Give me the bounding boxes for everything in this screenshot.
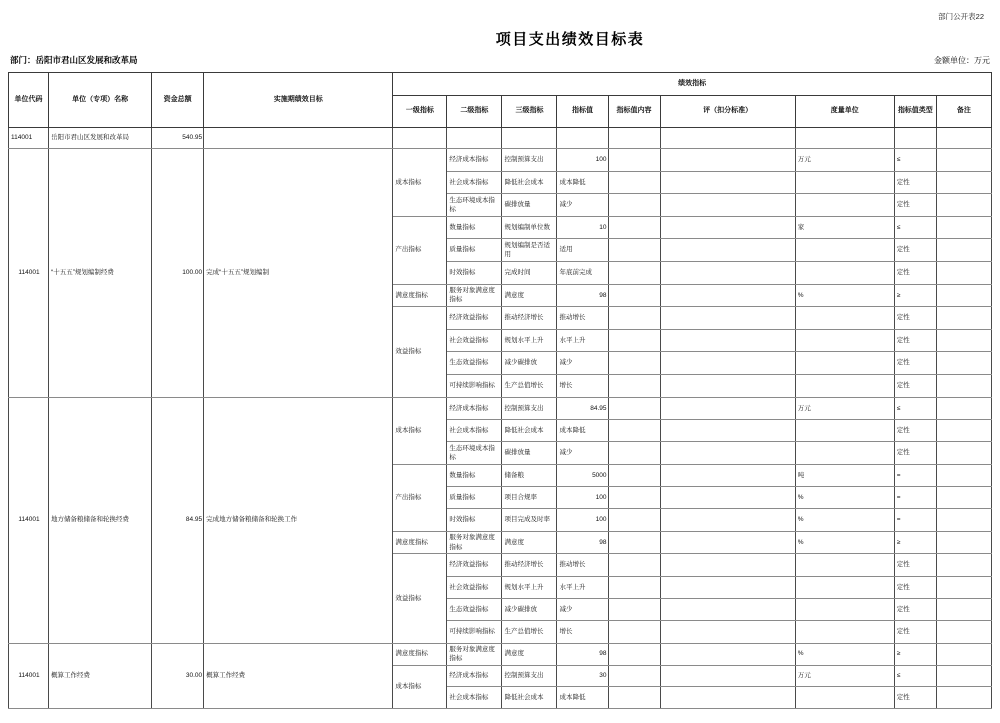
table-cell: 年底前完成 xyxy=(557,261,608,284)
col-header-remarks: 备注 xyxy=(936,96,991,128)
table-cell: 万元 xyxy=(795,397,894,419)
table-cell xyxy=(660,307,795,330)
table-cell xyxy=(795,261,894,284)
level1-indicator-cell: 效益指标 xyxy=(393,307,447,397)
table-cell: 定性 xyxy=(894,576,936,598)
table-cell xyxy=(393,128,447,149)
table-cell xyxy=(795,687,894,709)
table-cell xyxy=(660,554,795,576)
table-cell xyxy=(608,216,660,239)
table-row xyxy=(9,73,992,96)
table-cell xyxy=(795,128,894,149)
table-cell xyxy=(936,487,991,509)
table-cell: 项目合规率 xyxy=(502,487,557,509)
table-cell: 经济成本指标 xyxy=(447,665,502,687)
table-cell xyxy=(936,194,991,217)
table-cell: ≥ xyxy=(894,284,936,307)
corner-note: 部门公开表22 xyxy=(938,12,984,21)
table-cell xyxy=(936,509,991,531)
table-cell xyxy=(660,171,795,194)
table-cell xyxy=(660,599,795,621)
col-header-indicator-value: 指标值 xyxy=(557,96,608,128)
table-cell xyxy=(936,599,991,621)
unit-code-cell: 114001 xyxy=(9,149,49,398)
table-cell: 定性 xyxy=(894,307,936,330)
table-cell: 定性 xyxy=(894,194,936,217)
table-cell: 满意度 xyxy=(502,643,557,665)
table-cell xyxy=(936,442,991,464)
table-cell xyxy=(557,128,608,149)
table-cell: ≥ xyxy=(894,643,936,665)
table-cell: 84.95 xyxy=(557,397,608,419)
table-cell xyxy=(660,531,795,553)
table-cell: 万元 xyxy=(795,149,894,172)
table-cell: 满意度 xyxy=(502,284,557,307)
table-row xyxy=(9,643,992,665)
table-cell: 项目完成及时率 xyxy=(502,509,557,531)
table-cell: 生态环境成本指标 xyxy=(447,194,502,217)
table-cell: ≤ xyxy=(894,665,936,687)
table-cell xyxy=(660,464,795,486)
table-cell: 经济效益指标 xyxy=(447,554,502,576)
table-cell: 5000 xyxy=(557,464,608,486)
table-cell: ≤ xyxy=(894,216,936,239)
table-cell xyxy=(608,531,660,553)
table-cell xyxy=(936,397,991,419)
table-cell xyxy=(936,284,991,307)
table-cell xyxy=(608,576,660,598)
table-cell: 家 xyxy=(795,216,894,239)
col-header-level3: 三级指标 xyxy=(502,96,557,128)
table-cell xyxy=(660,261,795,284)
table-cell: 定性 xyxy=(894,687,936,709)
table-cell xyxy=(660,239,795,262)
table-cell: 98 xyxy=(557,531,608,553)
table-cell xyxy=(936,621,991,643)
table-cell: 减少 xyxy=(557,194,608,217)
table-cell: 30 xyxy=(557,665,608,687)
level1-indicator-cell: 产出指标 xyxy=(393,464,447,531)
table-cell: 推动经济增长 xyxy=(502,307,557,330)
table-cell: 生产总值增长 xyxy=(502,621,557,643)
table-cell: 100 xyxy=(557,509,608,531)
project-name-cell: “十五五”规划编制经费 xyxy=(49,149,152,398)
table-cell xyxy=(608,621,660,643)
level1-indicator-cell: 满意度指标 xyxy=(393,643,447,665)
table-cell xyxy=(795,621,894,643)
fund-total-cell: 84.95 xyxy=(152,397,204,643)
table-cell xyxy=(936,374,991,397)
level1-indicator-cell: 成本指标 xyxy=(393,149,447,217)
table-cell xyxy=(660,621,795,643)
table-cell: 服务对象满意度指标 xyxy=(447,284,502,307)
table-cell xyxy=(204,128,393,149)
table-cell xyxy=(608,171,660,194)
table-cell: ≤ xyxy=(894,397,936,419)
col-header-performance-indicators: 绩效指标 xyxy=(393,73,992,96)
table-cell xyxy=(660,216,795,239)
project-name-cell: 概算工作经费 xyxy=(49,643,152,708)
period-goal-cell: 概算工作经费 xyxy=(204,643,393,708)
table-cell xyxy=(660,397,795,419)
table-cell xyxy=(936,576,991,598)
unit-code-cell: 114001 xyxy=(9,643,49,708)
table-cell: 社会成本指标 xyxy=(447,419,502,441)
table-cell: % xyxy=(795,487,894,509)
table-cell: 100 xyxy=(557,149,608,172)
table-cell: 98 xyxy=(557,284,608,307)
table-cell: 可持续影响指标 xyxy=(447,374,502,397)
table-cell xyxy=(608,149,660,172)
table-cell xyxy=(936,307,991,330)
table-cell xyxy=(502,128,557,149)
table-cell xyxy=(660,352,795,375)
table-cell: 10 xyxy=(557,216,608,239)
amount-unit-label: 金额单位：万元 xyxy=(934,56,990,65)
table-cell: 降低社会成本 xyxy=(502,171,557,194)
table-cell xyxy=(660,576,795,598)
table-cell: 减少碳排放 xyxy=(502,599,557,621)
unit-name-cell: 岳阳市君山区发展和改革局 xyxy=(49,128,152,149)
table-cell: 减少 xyxy=(557,352,608,375)
table-cell xyxy=(660,643,795,665)
table-cell: 数量指标 xyxy=(447,216,502,239)
table-cell: 碳排放量 xyxy=(502,442,557,464)
table-cell: 水平上升 xyxy=(557,329,608,352)
table-cell: 社会成本指标 xyxy=(447,171,502,194)
table-cell: 增长 xyxy=(557,621,608,643)
table-cell: 满意度 xyxy=(502,531,557,553)
table-cell xyxy=(608,374,660,397)
table-cell: 减少 xyxy=(557,599,608,621)
table-cell xyxy=(936,216,991,239)
table-cell: 推动经济增长 xyxy=(502,554,557,576)
table-cell: 成本降低 xyxy=(557,687,608,709)
table-cell xyxy=(660,149,795,172)
table-cell xyxy=(608,442,660,464)
table-cell xyxy=(608,307,660,330)
table-cell xyxy=(936,531,991,553)
table-cell xyxy=(608,599,660,621)
level1-indicator-cell: 成本指标 xyxy=(393,665,447,708)
table-cell: 定性 xyxy=(894,374,936,397)
table-cell: % xyxy=(795,531,894,553)
table-cell: 可持续影响指标 xyxy=(447,621,502,643)
table-cell: 规划水平上升 xyxy=(502,329,557,352)
table-cell xyxy=(660,329,795,352)
table-cell xyxy=(795,194,894,217)
level1-indicator-cell: 满意度指标 xyxy=(393,531,447,553)
col-header-scoring-standard: 评（扣分标准） xyxy=(660,96,795,128)
table-cell xyxy=(608,643,660,665)
unit-code-cell: 114001 xyxy=(9,397,49,643)
level1-indicator-cell: 满意度指标 xyxy=(393,284,447,307)
table-cell xyxy=(660,665,795,687)
table-cell: 100 xyxy=(557,487,608,509)
table-cell xyxy=(795,419,894,441)
table-cell xyxy=(795,329,894,352)
table-cell xyxy=(795,442,894,464)
table-cell: 降低社会成本 xyxy=(502,687,557,709)
table-cell xyxy=(795,239,894,262)
table-cell: 减少 xyxy=(557,442,608,464)
table-cell xyxy=(795,171,894,194)
table-cell xyxy=(936,419,991,441)
table-cell xyxy=(936,665,991,687)
col-header-measure-unit: 度量单位 xyxy=(795,96,894,128)
fund-total-cell: 100.00 xyxy=(152,149,204,398)
col-header-unit-name: 单位（专项）名称 xyxy=(49,73,152,128)
table-cell xyxy=(608,665,660,687)
table-cell xyxy=(660,487,795,509)
level1-indicator-cell: 成本指标 xyxy=(393,397,447,464)
table-cell xyxy=(608,554,660,576)
table-cell: % xyxy=(795,643,894,665)
table-cell xyxy=(795,576,894,598)
table-cell: 社会效益指标 xyxy=(447,576,502,598)
fund-total-cell: 30.00 xyxy=(152,643,204,708)
table-cell xyxy=(936,554,991,576)
table-cell: 质量指标 xyxy=(447,239,502,262)
table-cell: = xyxy=(894,509,936,531)
fund-total-cell: 540.95 xyxy=(152,128,204,149)
table-cell: 定性 xyxy=(894,599,936,621)
table-cell xyxy=(795,599,894,621)
project-name-cell: 地方储备粮储备和轮换经费 xyxy=(49,397,152,643)
table-cell: 数量指标 xyxy=(447,464,502,486)
table-cell xyxy=(660,374,795,397)
table-cell: 完成时间 xyxy=(502,261,557,284)
table-cell xyxy=(608,487,660,509)
table-cell: 定性 xyxy=(894,329,936,352)
table-cell xyxy=(608,509,660,531)
table-cell: 推动增长 xyxy=(557,307,608,330)
col-header-value-content: 指标值内容 xyxy=(608,96,660,128)
table-cell: = xyxy=(894,464,936,486)
col-header-level2: 二级指标 xyxy=(447,96,502,128)
table-cell: 98 xyxy=(557,643,608,665)
table-cell: 定性 xyxy=(894,621,936,643)
table-cell xyxy=(447,128,502,149)
table-cell xyxy=(608,239,660,262)
table-cell xyxy=(608,128,660,149)
col-header-level1: 一级指标 xyxy=(393,96,447,128)
table-cell: 质量指标 xyxy=(447,487,502,509)
level1-indicator-cell: 产出指标 xyxy=(393,216,447,284)
table-cell: 社会效益指标 xyxy=(447,329,502,352)
table-cell: 规划编制是否适用 xyxy=(502,239,557,262)
table-cell xyxy=(608,194,660,217)
table-cell xyxy=(660,194,795,217)
table-cell: 吨 xyxy=(795,464,894,486)
table-cell xyxy=(936,464,991,486)
table-cell xyxy=(660,442,795,464)
table-cell: 成本降低 xyxy=(557,419,608,441)
table-cell: 适用 xyxy=(557,239,608,262)
table-cell xyxy=(936,171,991,194)
table-cell: 定性 xyxy=(894,419,936,441)
col-header-value-type: 指标值类型 xyxy=(894,96,936,128)
table-cell: 万元 xyxy=(795,665,894,687)
perf-table xyxy=(8,72,992,709)
table-cell: 经济效益指标 xyxy=(447,307,502,330)
table-row xyxy=(9,397,992,419)
col-header-period-goal: 实施期绩效目标 xyxy=(204,73,393,128)
table-cell: 规划编制单位数 xyxy=(502,216,557,239)
period-goal-cell: 完成“十五五”规划编制 xyxy=(204,149,393,398)
table-cell xyxy=(660,419,795,441)
table-cell: = xyxy=(894,487,936,509)
table-cell xyxy=(795,307,894,330)
table-cell: 经济成本指标 xyxy=(447,397,502,419)
table-cell: 控制预算支出 xyxy=(502,149,557,172)
table-row xyxy=(9,128,992,149)
page-title: 项目支出绩效目标表 xyxy=(495,31,645,48)
col-header-total-amount: 资金总额 xyxy=(152,73,204,128)
table-cell: 储备粮 xyxy=(502,464,557,486)
table-cell xyxy=(660,128,795,149)
col-header-unit-code: 单位代码 xyxy=(9,73,49,128)
table-cell xyxy=(608,329,660,352)
table-cell: 推动增长 xyxy=(557,554,608,576)
table-cell: 定性 xyxy=(894,442,936,464)
table-cell: 水平上升 xyxy=(557,576,608,598)
table-cell: ≥ xyxy=(894,531,936,553)
table-cell xyxy=(795,554,894,576)
table-cell xyxy=(608,352,660,375)
department-label: 部门：岳阳市君山区发展和改革局 xyxy=(10,55,138,65)
table-cell: 时效指标 xyxy=(447,509,502,531)
table-cell: 成本降低 xyxy=(557,171,608,194)
table-cell xyxy=(608,419,660,441)
table-cell xyxy=(608,261,660,284)
table-cell xyxy=(936,261,991,284)
table-cell xyxy=(608,284,660,307)
table-cell: 定性 xyxy=(894,171,936,194)
table-cell: 定性 xyxy=(894,261,936,284)
table-cell: 生态效益指标 xyxy=(447,599,502,621)
table-cell xyxy=(660,687,795,709)
table-cell xyxy=(660,509,795,531)
table-cell: % xyxy=(795,509,894,531)
unit-code-cell: 114001 xyxy=(9,128,49,149)
table-cell: 增长 xyxy=(557,374,608,397)
table-cell: 服务对象满意度指标 xyxy=(447,643,502,665)
table-cell: 定性 xyxy=(894,352,936,375)
table-cell xyxy=(936,687,991,709)
table-cell xyxy=(608,397,660,419)
table-cell: 经济成本指标 xyxy=(447,149,502,172)
table-cell: 定性 xyxy=(894,239,936,262)
table-cell xyxy=(936,149,991,172)
table-cell: 规划水平上升 xyxy=(502,576,557,598)
table-cell xyxy=(936,329,991,352)
table-cell xyxy=(660,284,795,307)
table-cell xyxy=(936,128,991,149)
table-cell xyxy=(894,128,936,149)
table-cell: 生态效益指标 xyxy=(447,352,502,375)
period-goal-cell: 完成地方储备粮储备和轮换工作 xyxy=(204,397,393,643)
level1-indicator-cell: 效益指标 xyxy=(393,554,447,644)
table-row xyxy=(9,149,992,172)
table-cell: 社会成本指标 xyxy=(447,687,502,709)
table-cell: ≤ xyxy=(894,149,936,172)
table-cell: 碳排放量 xyxy=(502,194,557,217)
table-cell xyxy=(795,352,894,375)
table-cell xyxy=(936,352,991,375)
table-cell xyxy=(608,687,660,709)
table-cell: 控制预算支出 xyxy=(502,397,557,419)
table-cell xyxy=(936,239,991,262)
table-cell: 生态环境成本指标 xyxy=(447,442,502,464)
table-cell: 时效指标 xyxy=(447,261,502,284)
table-cell: 降低社会成本 xyxy=(502,419,557,441)
table-cell xyxy=(795,374,894,397)
table-cell: 生产总值增长 xyxy=(502,374,557,397)
table-cell: 服务对象满意度指标 xyxy=(447,531,502,553)
table-cell: 控制预算支出 xyxy=(502,665,557,687)
table-cell: 减少碳排放 xyxy=(502,352,557,375)
table-cell xyxy=(608,464,660,486)
table-cell xyxy=(936,643,991,665)
table-cell: % xyxy=(795,284,894,307)
table-cell: 定性 xyxy=(894,554,936,576)
